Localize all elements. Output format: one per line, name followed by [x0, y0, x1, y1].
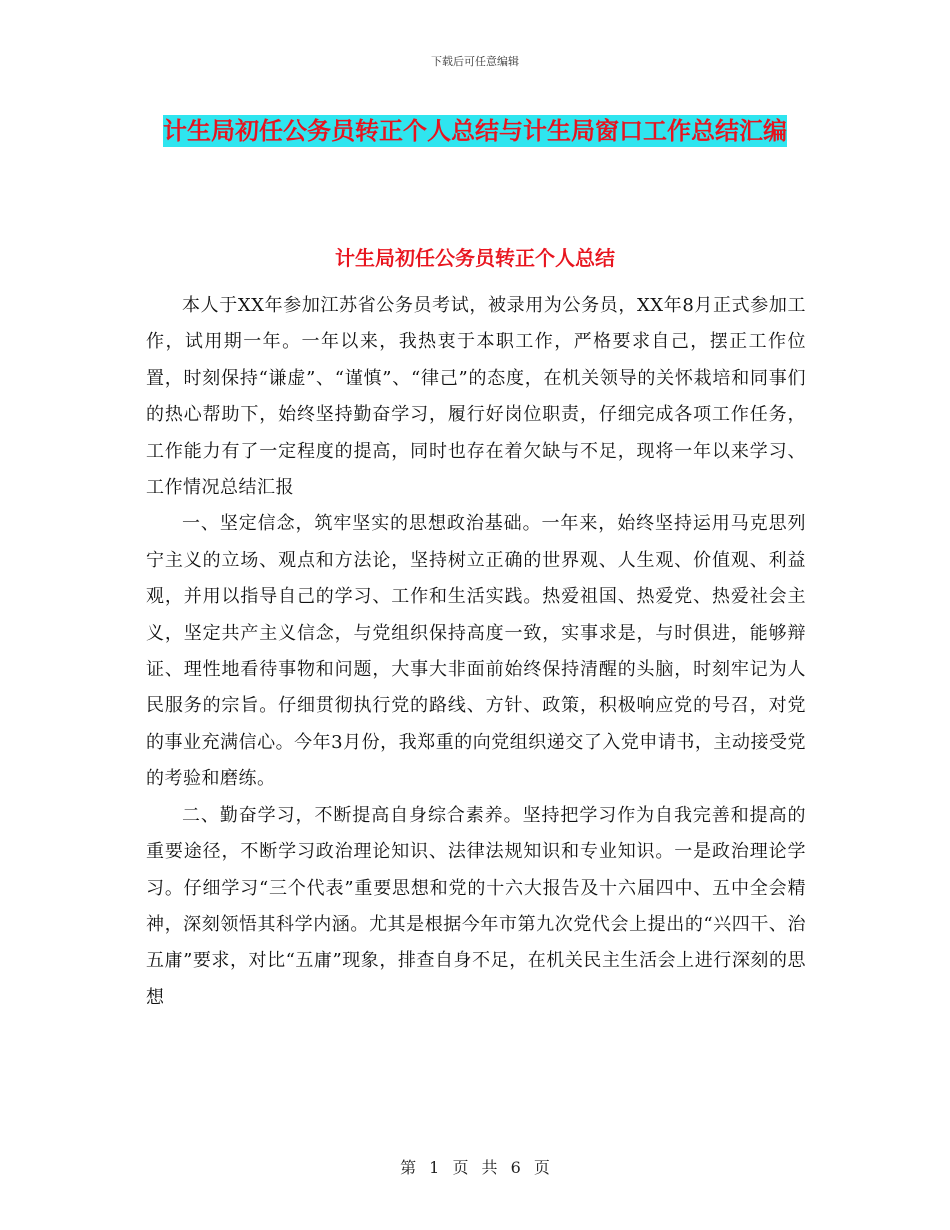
header-note: 下载后可任意编辑 [431, 55, 519, 68]
page-footer: 第 1 页 共 6 页 [400, 1158, 550, 1177]
document-title [150, 108, 800, 154]
paragraph-section-two: 二、勤奋学习，不断提高自身综合素养。坚持把学习作为自我完善和提高的重要途径，不断学习政治理论知识、法律法规知识和专业知识。一是政治理论学习。仔细学习“三个代表”重要思想和党的十六大报告及十六届四中、五中全会精神，深刻领悟其科学内涵。尤其是根据今年市第九次党代会上提出的“兴四干、治五庸”要求，对比“五庸”现象，排查自身不足，在机关民主生活会上进行深刻的思想 [146, 804, 806, 1008]
body-text [146, 288, 806, 1016]
document-title-text: 计生局初任公务员转正个人总结与计生局窗口工作总结汇编 [163, 117, 787, 145]
section-title: 计生局初任公务员转正个人总结 [335, 246, 615, 270]
paragraph-section-one: 一、坚定信念，筑牢坚实的思想政治基础。一年来，始终坚持运用马克思列宁主义的立场、观点和方法论，坚持树立正确的世界观、人生观、价值观、利益观，并用以指导自己的学习、工作和生活实践。热爱祖国、热爱党、热爱社会主义，坚定共产主义信念，与党组织保持高度一致，实事求是，与时俱进，能够辩证、理性地看待事物和问题，大事大非面前始终保持清醒的头脑，时刻牢记为人民服务的宗旨。仔细贯彻执行党的路线、方针、政策，积极响应党的号召，对党的事业充满信心。今年3月份，我郑重的向党组织递交了入党申请书，主动接受党的考验和磨练。 [146, 513, 806, 790]
paragraph-intro: 本人于XX年参加江苏省公务员考试，被录用为公务员，XX年8月正式参加工作，试用期一年。一年以来，我热衷于本职工作，严格要求自己，摆正工作位置，时刻保持“谦虚”、“谨慎”、“律己”的态度，在机关领导的关怀栽培和同事们的热心帮助下，始终坚持勤奋学习，履行好岗位职责，仔细完成各项工作任务，工作能力有了一定程度的提高，同时也存在着欠缺与不足，现将一年以来学习、工作情况总结汇报 [146, 295, 806, 499]
